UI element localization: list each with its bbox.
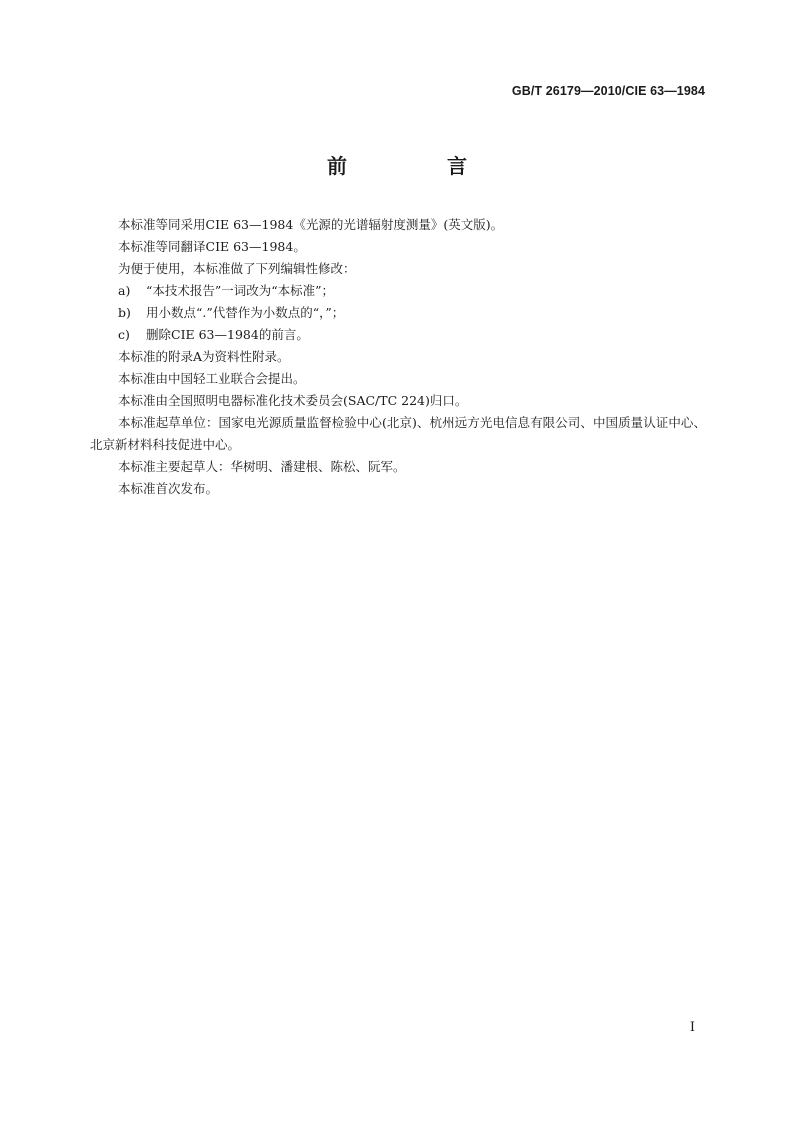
paragraph-edits-intro: 为便于使用，本标准做了下列编辑性修改：	[118, 261, 356, 276]
preface-body	[90, 214, 706, 500]
paragraph-proposer: 本标准由中国轻工业联合会提出。	[118, 371, 306, 386]
paragraph-drafting-units: 本标准起草单位：国家电光源质量监督检验中心(北京)、杭州远方光电信息有限公司、中国质量认证中心、北京新材料科技促进中心。	[90, 415, 706, 452]
edit-item-text: 用小数点“.”代替作为小数点的“，”；	[146, 305, 345, 320]
edit-item-a	[90, 280, 706, 302]
edit-item-text: “本技术报告”一词改为“本标准”；	[146, 283, 335, 298]
paragraph-first-release: 本标准首次发布。	[118, 481, 219, 496]
edit-item-marker: b)	[118, 305, 131, 320]
page-number: I	[689, 1020, 695, 1035]
page-title: 前 言	[327, 154, 507, 178]
edit-item-marker: c)	[118, 327, 130, 342]
paragraph-translation: 本标准等同翻译CIE 63—1984。	[118, 239, 306, 254]
paragraph-administrator: 本标准由全国照明电器标准化技术委员会(SAC/TC 224)归口。	[118, 393, 468, 408]
paragraph-drafters: 本标准主要起草人：华树明、潘建根、陈松、阮军。	[118, 459, 406, 474]
edit-item-c	[90, 324, 706, 346]
edit-item-marker: a)	[118, 283, 131, 298]
paragraph-appendix: 本标准的附录A为资料性附录。	[118, 349, 290, 364]
standard-code-header: GB/T 26179—2010/CIE 63—1984	[511, 84, 705, 98]
paragraph-adoption: 本标准等同采用CIE 63—1984《光源的光谱辐射度测量》(英文版)。	[118, 217, 504, 232]
edit-item-text: 删除CIE 63—1984的前言。	[146, 327, 309, 342]
edit-item-b	[90, 302, 706, 324]
